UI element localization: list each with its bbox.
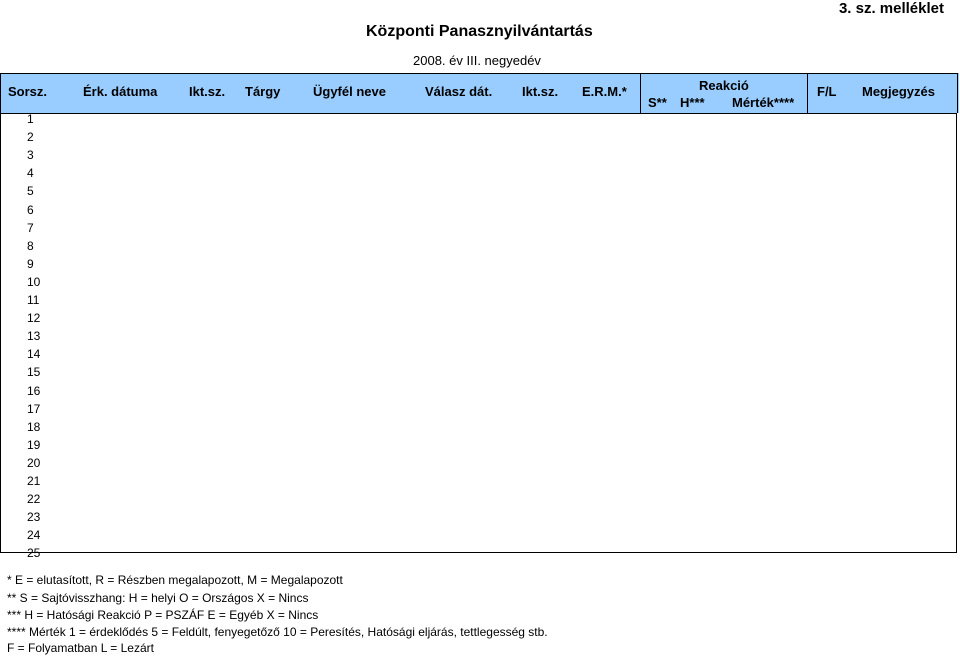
col-header-h: H*** [680,95,705,110]
footnote-h: *** H = Hatósági Reakció P = PSZÁF E = Egyéb X = Nincs [7,608,319,622]
row-number: 11 [27,293,40,307]
row-number: 18 [27,419,41,434]
row-number: 1 [27,112,34,126]
row-number: 21 [27,474,41,488]
row-number: 13 [27,329,41,344]
col-header-fl: F/L [817,84,837,99]
row-number: 12 [27,311,41,326]
row-number: 10 [27,274,41,289]
row-number: 23 [27,510,41,525]
page-title: Központi Panasznyilvántartás [366,23,593,40]
col-header-megjegyzes: Megjegyzés [862,84,935,99]
row-number: 2 [27,130,34,145]
row-number: 25 [27,546,41,561]
row-number: 19 [27,437,41,452]
annex-label: 3. sz. melléklet [838,0,944,17]
row-number: 22 [27,492,41,507]
footnote-s: ** S = Sajtóvisszhang: H = helyi O = Országos X = Nincs [7,591,309,605]
grid-line-right [957,73,958,113]
col-header-erk-datuma: Érk. dátuma [83,84,158,99]
table-body [0,113,957,553]
col-header-sorsz: Sorsz. [8,84,48,99]
row-number: 8 [27,238,34,253]
row-number: 7 [27,220,34,235]
col-header-targy: Tárgy [245,84,281,99]
footnote-mertek: **** Mérték 1 = érdeklődés 5 = Feldúlt, fenyegetőző 10 = Peresítés, Hatósági eljárás, tettlegesség stb. [7,625,548,639]
grid-line-left [0,73,1,113]
row-number: 24 [27,528,41,543]
row-number: 5 [27,184,34,199]
grid-line-reakcio-left [640,73,641,113]
col-header-mertek: Mérték**** [732,95,795,110]
row-number: 15 [27,365,41,380]
col-header-ugyfel-neve: Ügyfél neve [313,84,386,99]
row-number: 6 [27,202,34,217]
col-header-reakcio: Reakció [699,78,749,93]
col-header-erm: E.R.M.* [582,84,627,99]
grid-line-reakcio-right [807,73,808,113]
page-subtitle: 2008. év III. negyedév [413,53,541,68]
footnote-erm: * E = elutasított, R = Részben megalapozott, M = Megalapozott [7,573,343,587]
col-header-valasz-dat: Válasz dát. [425,84,493,99]
grid-line-top [0,73,958,74]
footnote-fl: F = Folyamatban L = Lezárt [7,641,154,655]
row-number: 14 [27,347,41,362]
row-number: 16 [27,383,41,398]
row-number: 20 [27,455,41,470]
col-header-iktsz: Ikt.sz. [189,84,226,99]
row-number: 17 [27,401,41,416]
row-number: 9 [27,256,34,271]
row-number: 3 [27,148,34,163]
col-header-s: S** [648,95,667,110]
col-header-iktsz-2: Ikt.sz. [522,84,559,99]
row-number: 4 [27,166,34,181]
